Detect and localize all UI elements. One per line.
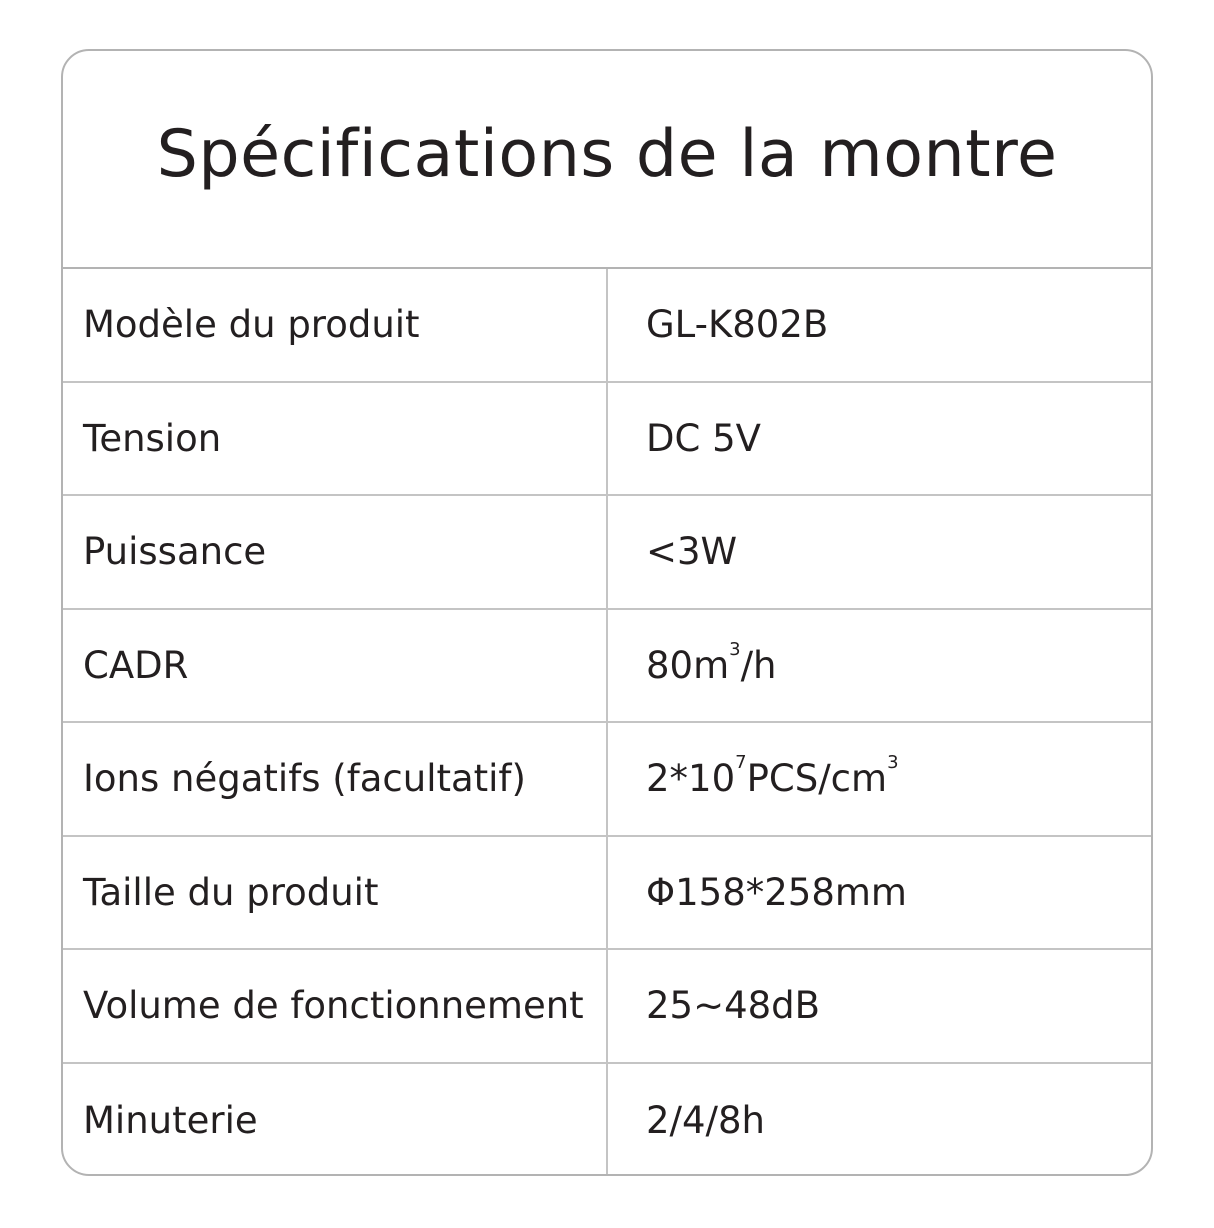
spec-value-text: <3W	[646, 530, 738, 574]
spec-label: Ions négatifs (facultatif)	[63, 723, 608, 835]
spec-value	[608, 269, 1151, 381]
spec-value-text: 25~48dB	[646, 984, 821, 1028]
spec-row-timer	[63, 1064, 1151, 1177]
spec-value-suffix: PCS/cm	[746, 757, 888, 801]
spec-value	[608, 496, 1151, 608]
spec-label: CADR	[63, 610, 608, 722]
spec-row-power	[63, 496, 1151, 610]
spec-label: Minuterie	[63, 1064, 608, 1177]
spec-row-size	[63, 837, 1151, 951]
spec-value	[608, 383, 1151, 495]
spec-value-text: 80m	[646, 643, 730, 687]
spec-row-cadr	[63, 610, 1151, 724]
spec-value-text: 2*10	[646, 757, 736, 801]
spec-value-text: 2/4/8h	[646, 1098, 766, 1142]
spec-table	[63, 269, 1151, 1176]
spec-value-suffix: /h	[740, 643, 777, 687]
spec-row-negative-ions	[63, 723, 1151, 837]
spec-value-text: GL-K802B	[646, 303, 829, 347]
spec-value	[608, 837, 1151, 949]
spec-label: Puissance	[63, 496, 608, 608]
spec-label: Volume de fonctionnement	[63, 950, 608, 1062]
spec-row-model	[63, 269, 1151, 383]
superscript: 3	[729, 638, 741, 660]
spec-value	[608, 950, 1151, 1062]
spec-value	[608, 723, 1151, 835]
spec-value	[608, 1064, 1151, 1177]
page-title: Spécifications de la montre	[156, 116, 1058, 192]
spec-value-text: DC 5V	[646, 416, 761, 460]
superscript: 7	[735, 752, 747, 774]
spec-row-voltage	[63, 383, 1151, 497]
spec-value	[608, 610, 1151, 722]
spec-label: Tension	[63, 383, 608, 495]
spec-card	[61, 49, 1153, 1176]
spec-value-text: Φ158*258mm	[646, 870, 907, 914]
spec-row-noise	[63, 950, 1151, 1064]
spec-label: Taille du produit	[63, 837, 608, 949]
superscript: 3	[887, 752, 899, 774]
title-area	[63, 51, 1151, 269]
spec-label: Modèle du produit	[63, 269, 608, 381]
